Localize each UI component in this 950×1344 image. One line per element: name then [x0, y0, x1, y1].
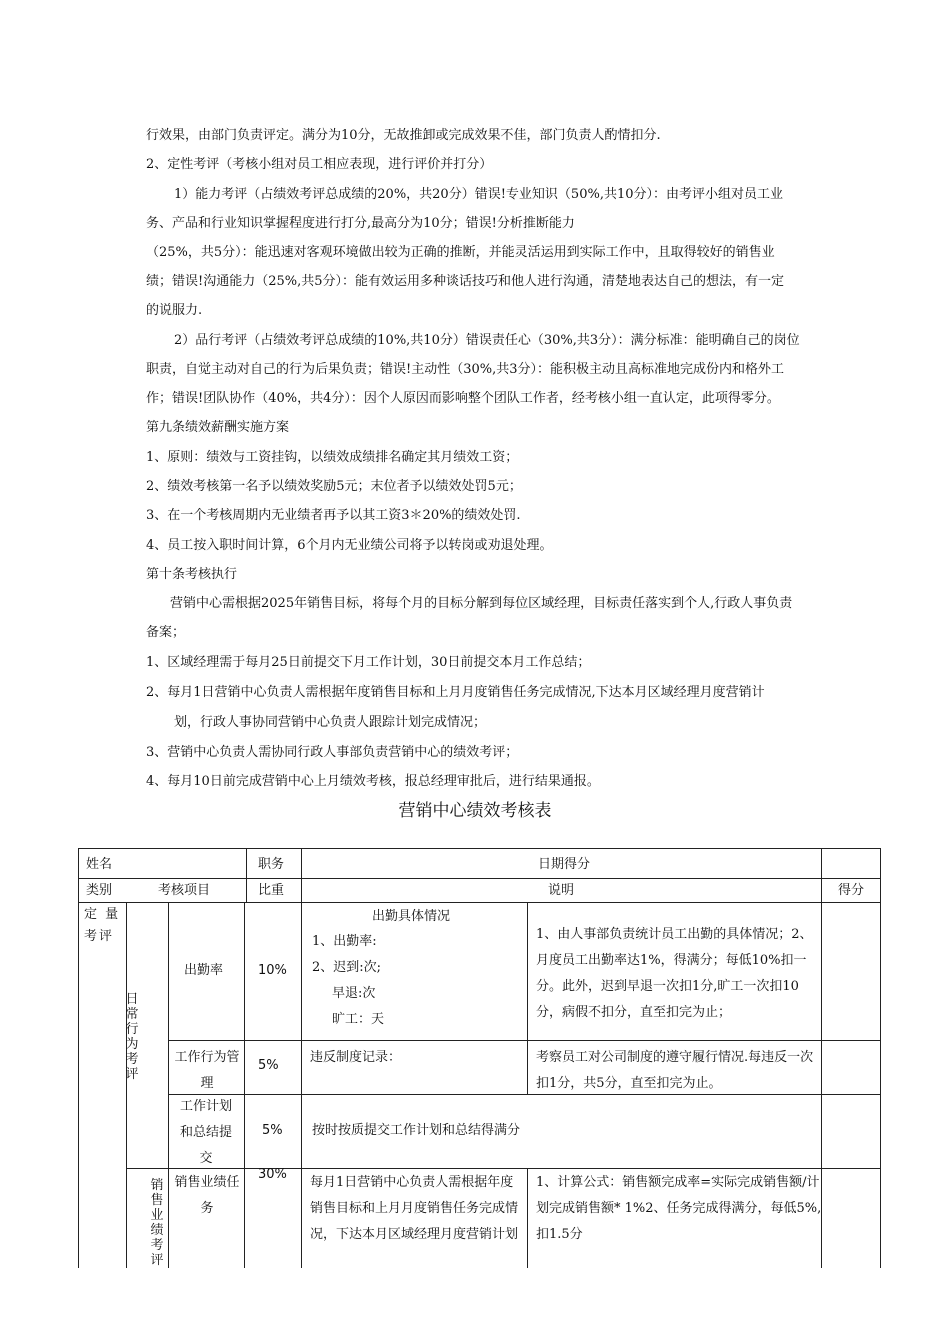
- row-plan-item: 工作计划和总结提交: [179, 1099, 232, 1166]
- paragraph-line: 营销中心需根据2025年销售目标，将每个月的目标分解到每位区域经理，目标责任落实到个人,行政人事负责: [170, 596, 793, 611]
- row-sales-item: 销售业绩任务: [174, 1175, 240, 1216]
- sales-note: 1、计算公式：销售额完成率=实际完成销售额/计划完成销售额* 1%2、任务完成得满分，每低5%,扣1.5分: [536, 1175, 822, 1242]
- paragraph-line: 职责，自觉主动对自己的行为后果负责；错误!主动性（30%,共3分）：能积极主动且高标准地完成份内和格外工: [146, 362, 785, 377]
- behavior-note: 考察员工对公司制度的遵守履行情况.每违反一次扣1分，共5分，直至扣完为止。: [536, 1050, 814, 1091]
- paragraph-line: （25%，共5分）：能迅速对客观环境做出较为正确的推断，并能灵活运用到实际工作中，且取得较好的销售业: [146, 245, 775, 260]
- attendance-detail-line: 早退:次: [332, 986, 376, 1001]
- paragraph-line: 2、定性考评（考核小组对员工相应表现，进行评价并打分）: [146, 157, 493, 172]
- attendance-detail-line: 2、迟到:次;: [312, 960, 382, 975]
- attendance-note: 1、由人事部负责统计员工出勤的具体情况；2、月度员工出勤率达1%，得满分；每低10%扣一分。此外，迟到早退一次扣1分,旷工一次扣10分，病假不扣分，直至扣完为止；: [536, 927, 813, 1020]
- attendance-detail-line: 旷工：天: [332, 1012, 385, 1027]
- paragraph-line: 1、原则：绩效与工资挂钩，以绩效成绩排名确定其月绩效工资；: [146, 450, 519, 465]
- header-date-score-label: 日期得分: [538, 857, 591, 872]
- paragraph-line: 2、每月1日营销中心负责人需根据年度销售目标和上月月度销售任务完成情况,下达本月区域经理月度营销计: [146, 685, 765, 700]
- section-heading: 第九条绩效薪酬实施方案: [146, 420, 290, 435]
- paragraph-line: 行效果，由部门负责评定。满分为10分，无故推卸或完成效果不佳，部门负责人酌情扣分.: [146, 128, 661, 143]
- paragraph-line: 4、每月10日前完成营销中心上月绩效考核，报总经理审批后，进行结果通报。: [146, 774, 600, 789]
- category-quantitative: 定 量 考评: [84, 907, 121, 944]
- header-item: 考核项目: [158, 883, 211, 898]
- paragraph-line: 作；错误!团队协作（40%，共4分）：因个人原因而影响整个团队工作者，经考核小组一直认定，此项得零分。: [146, 391, 780, 406]
- group-daily-behavior: 日常行为考评: [125, 992, 139, 1082]
- paragraph-line: 3、在一个考核周期内无业绩者再予以其工资3＊20%的绩效处罚.: [146, 508, 521, 523]
- paragraph-line: 3、营销中心负责人需协同行政人事部负责营销中心的绩效考评；: [146, 745, 519, 760]
- group-sales-performance: 销售业绩考评: [150, 1178, 164, 1268]
- paragraph-line: 1、区域经理需于每月25日前提交下月工作计划，30日前提交本月工作总结；: [146, 655, 591, 670]
- row-attendance-item: 出勤率: [184, 963, 224, 978]
- table-title: 营销中心绩效考核表: [398, 801, 552, 821]
- header-score: 得分: [838, 883, 865, 898]
- header-desc: 说明: [548, 883, 575, 898]
- attendance-detail-title: 出勤具体情况: [372, 909, 451, 924]
- paragraph-line: 绩；错误!沟通能力（25%,共5分）：能有效运用多种谈话技巧和他人进行沟通，清楚地表达自己的想法，有一定: [146, 274, 785, 289]
- header-position-label: 职务: [258, 857, 285, 872]
- header-category: 类别: [86, 883, 113, 898]
- paragraph-line: 备案；: [146, 625, 186, 640]
- plan-detail: 按时按质提交工作计划和总结得满分: [312, 1123, 521, 1138]
- header-weight: 比重: [258, 883, 285, 898]
- paragraph-line: 1）能力考评（占绩效考评总成绩的20%，共20分）错误!专业知识（50%,共10分）：由考评小组对员工业: [174, 187, 784, 202]
- paragraph-line: 2、绩效考核第一名予以绩效奖励5元；末位者予以绩效处罚5元；: [146, 479, 522, 494]
- sales-detail: 每月1日营销中心负责人需根据年度销售目标和上月月度销售任务完成情况，下达本月区域经理月度营销计划: [310, 1175, 519, 1242]
- row-behavior-item: 工作行为管理: [174, 1050, 240, 1091]
- paragraph-line: 2）品行考评（占绩效考评总成绩的10%,共10分）错误责任心（30%,共3分）：满分标准：能明确自己的岗位: [174, 333, 800, 348]
- behavior-detail: 违反制度记录：: [310, 1050, 402, 1065]
- paragraph-line: 务、产品和行业知识掌握程度进行打分,最高分为10分；错误!分析推断能力: [146, 216, 575, 231]
- section-heading: 第十条考核执行: [146, 567, 238, 582]
- row-behavior-weight: 5%: [258, 1058, 279, 1073]
- paragraph-line: 的说服力.: [146, 303, 203, 318]
- header-name-label: 姓名: [86, 857, 113, 872]
- row-sales-weight: 30%: [258, 1167, 287, 1182]
- attendance-detail-line: 1、出勤率:: [312, 934, 377, 949]
- row-attendance-weight: 10%: [258, 963, 287, 978]
- row-plan-weight: 5%: [262, 1123, 283, 1138]
- paragraph-line: 4、员工按入职时间计算，6个月内无业绩公司将予以转岗或劝退处理。: [146, 538, 553, 553]
- paragraph-line: 划，行政人事协同营销中心负责人跟踪计划完成情况；: [174, 715, 487, 730]
